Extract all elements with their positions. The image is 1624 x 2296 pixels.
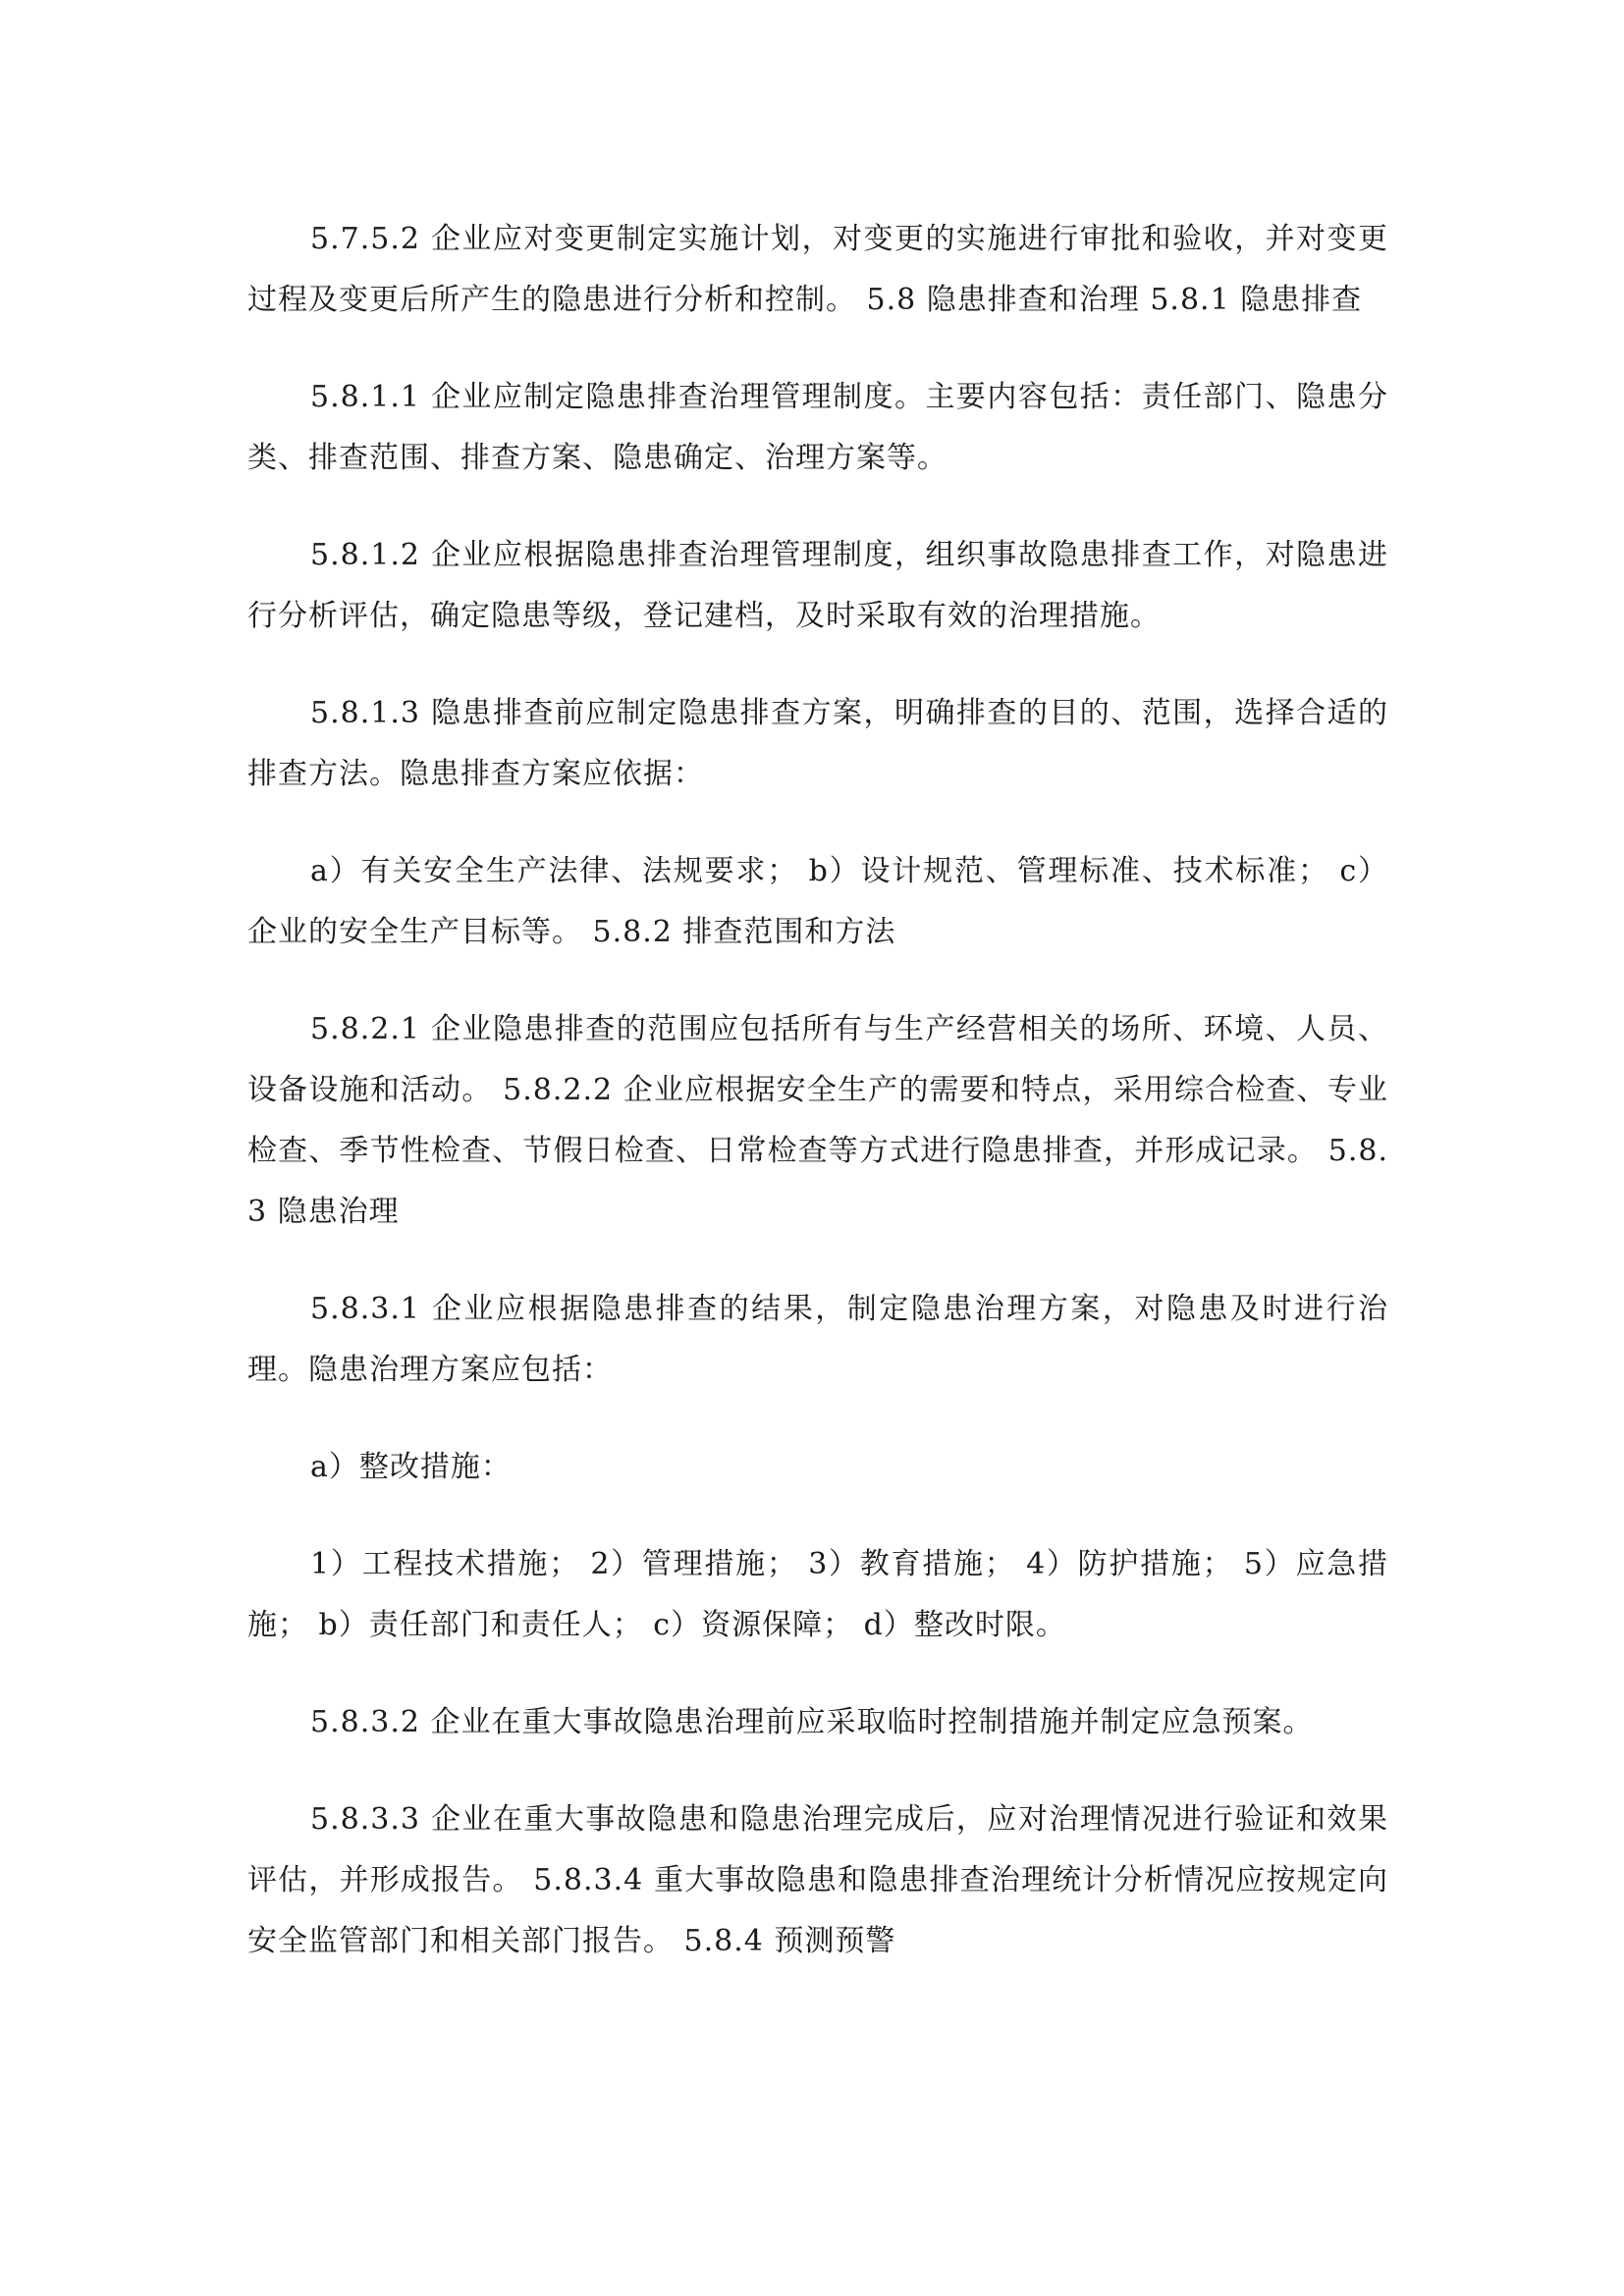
paragraph-5-7-5-2: 5.7.5.2 企业应对变更制定实施计划，对变更的实施进行审批和验收，并对变更过程及变更后所产生的隐患进行分析和控制。 5.8 隐患排查和治理 5.8.1 隐患排查 (247, 222, 1388, 317)
paragraph-5-8-3-2: 5.8.3.2 企业在重大事故隐患治理前应采取临时控制措施并制定应急预案。 (310, 1705, 1314, 1739)
paragraph-5-8-1-1: 5.8.1.1 企业应制定隐患排查治理管理制度。主要内容包括：责任部门、隐患分类、排查范围、排查方案、隐患确定、治理方案等。 (247, 380, 1388, 475)
paragraph-5-8-3-3: 5.8.3.3 企业在重大事故隐患和隐患治理完成后，应对治理情况进行验证和效果评估，并形成报告。 5.8.3.4 重大事故隐患和隐患排查治理统计分析情况应按规定向安全监管部门和相关部门报告。 5.8.4 预测预警 (247, 1802, 1388, 1958)
paragraph-basis-list: a）有关安全生产法律、法规要求； b）设计规范、管理标准、技术标准； c）企业的安全生产目标等。 5.8.2 排查范围和方法 (247, 854, 1388, 949)
document-body (247, 209, 1388, 2008)
paragraph-5-8-1-3: 5.8.1.3 隐患排查前应制定隐患排查方案，明确排查的目的、范围，选择合适的排查方法。隐患排查方案应依据： (247, 696, 1388, 791)
paragraph-5-8-2-1: 5.8.2.1 企业隐患排查的范围应包括所有与生产经营相关的场所、环境、人员、设备设施和活动。 5.8.2.2 企业应根据安全生产的需要和特点，采用综合检查、专业检查、季节性检查、节假日检查、日常检查等方式进行隐患排查，并形成记录。 5.8.3 隐患治理 (247, 1012, 1388, 1229)
paragraph-5-8-3-1: 5.8.3.1 企业应根据隐患排查的结果，制定隐患治理方案，对隐患及时进行治理。隐患治理方案应包括： (247, 1292, 1388, 1387)
paragraph-rectification-measures: a）整改措施： (310, 1450, 512, 1484)
paragraph-5-8-1-2: 5.8.1.2 企业应根据隐患排查治理管理制度，组织事故隐患排查工作，对隐患进行分析评估，确定隐患等级，登记建档，及时采取有效的治理措施。 (247, 538, 1388, 633)
paragraph-measures-list: 1）工程技术措施； 2）管理措施； 3）教育措施； 4）防护措施； 5）应急措施； b）责任部门和责任人； c）资源保障； d）整改时限。 (247, 1547, 1388, 1642)
